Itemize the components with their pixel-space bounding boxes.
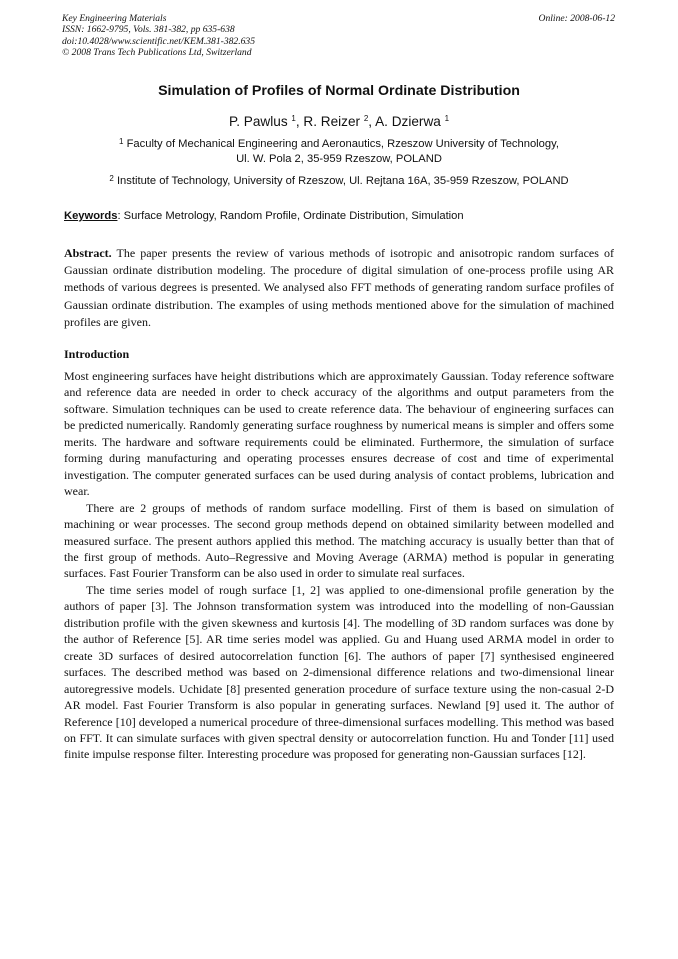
author-1-affiliation: 1	[291, 114, 296, 123]
introduction-body	[64, 368, 614, 763]
issn-line: ISSN: 1662-9795, Vols. 381-382, pp 635-638	[62, 24, 235, 36]
journal-header	[62, 13, 255, 59]
online-date: Online: 2008-06-12	[538, 13, 615, 24]
abstract-text: The paper presents the review of various methods of isotropic and anisotropic random surfaces of Gaussian ordinate distribution modeling. The procedure of digital simulation of one-process profile using AR methods of various degrees is presented. We analysed also FFT methods of generating random surface profiles of Gaussian ordinate distribution. The examples of using methods mentioned above for the simulation of machined profiles are given.	[64, 246, 614, 329]
section-heading-introduction: Introduction	[64, 347, 130, 361]
doi-line: doi:10.4028/www.scientific.net/KEM.381-382.635	[62, 35, 256, 47]
journal-name: Key Engineering Materials	[62, 13, 167, 24]
author-2-affiliation: 2	[363, 114, 369, 123]
author-2: , R. Reizer	[295, 114, 364, 129]
keywords-label: Keywords	[64, 210, 118, 222]
paragraph: There are 2 groups of methods of random surface modelling. First of them is based on simulation of machining or wear processes. The second group methods depend on obtained similarity between modelled and measured surface. The present authors applied this method. The matching accuracy is usually better than that of the first group of methods. Auto–Regressive and Moving Average (ARMA) method is popular in generating surfaces. Fast Fourier Transform can be also used in order to simulate real surfaces.	[64, 500, 614, 581]
paragraph: Most engineering surfaces have height distributions which are approximately Gaussian. Today reference software and reference data are needed in order to check accuracy of the algorithms and output parameters from the software. Simulation techniques can be used to create reference data. The behaviour of engineering surfaces can be predicted numerically. Randomly generating surface roughness by numerical means is simpler and offers some merits. The hardware and software requirements could be eliminated. Furthermore, the simulation of surface forming during manufacturing and operating processes ensures decrease of cost and time of experimental investigation. The computer generated surfaces can be used during analysis of contact problems, lubrication and wear.	[64, 369, 614, 499]
abstract	[64, 245, 614, 331]
author-3-affiliation: 1	[444, 114, 450, 123]
affiliation-2-marker: 2	[109, 174, 114, 183]
abstract-label: Abstract.	[64, 246, 112, 260]
copyright-line: © 2008 Trans Tech Publications Ltd, Switzerland	[62, 47, 252, 59]
affiliation-1-marker: 1	[119, 137, 124, 146]
paragraph: The time series model of rough surface [1, 2] was applied to one-dimensional profile generation by the authors of paper [3]. The Johnson transformation system was introduced into the modelling of non-Gaussian distribution profile with the given skewness and kurtosis [4]. The modelling of 3D random surfaces was done by the author of Reference [5]. AR time series model was applied. Gu and Huang used ARMA model in order to create 3D surfaces of desired autocorrelation function [6]. The authors of paper [7] synthesised engineered surfaces. The described method was based on 2-dimensional difference relations and two-dimensional linear autoregressive models. Uchidate [8] presented generation procedure of surface texture using the non-casual 2-D AR model. Fast Fourier Transform is also popular in generating surfaces. Newland [9] used it. The author of Reference [10] developed a numerical procedure of three-dimensional surfaces modelling. This method was based on FFT. It can simulate surfaces with given spectral density or autocorrelation function. Hu and Tonder [11] used finite impulse response filter. Interesting procedure was proposed for generating non-Gaussian surfaces [12].	[64, 582, 614, 762]
affiliation-2-text: Institute of Technology, University of Rzeszow, Ul. Rejtana 16A, 35-959 Rzeszow, POLAND	[113, 175, 569, 187]
affiliation-1-line-1: Faculty of Mechanical Engineering and Aeronautics, Rzeszow University of Technology,	[123, 138, 559, 150]
author-1: P. Pawlus	[228, 114, 292, 129]
affiliation-1-line-2: Ul. W. Pola 2, 35-959 Rzeszow, POLAND	[236, 153, 442, 165]
author-list	[0, 113, 678, 131]
keywords-text: : Surface Metrology, Random Profile, Ordinate Distribution, Simulation	[117, 210, 464, 222]
keywords	[64, 209, 464, 224]
author-3: , A. Dzierwa	[368, 114, 445, 129]
paper-title: Simulation of Profiles of Normal Ordinate Distribution	[158, 83, 520, 99]
affiliation-1	[0, 137, 678, 167]
affiliation-2	[0, 174, 678, 189]
